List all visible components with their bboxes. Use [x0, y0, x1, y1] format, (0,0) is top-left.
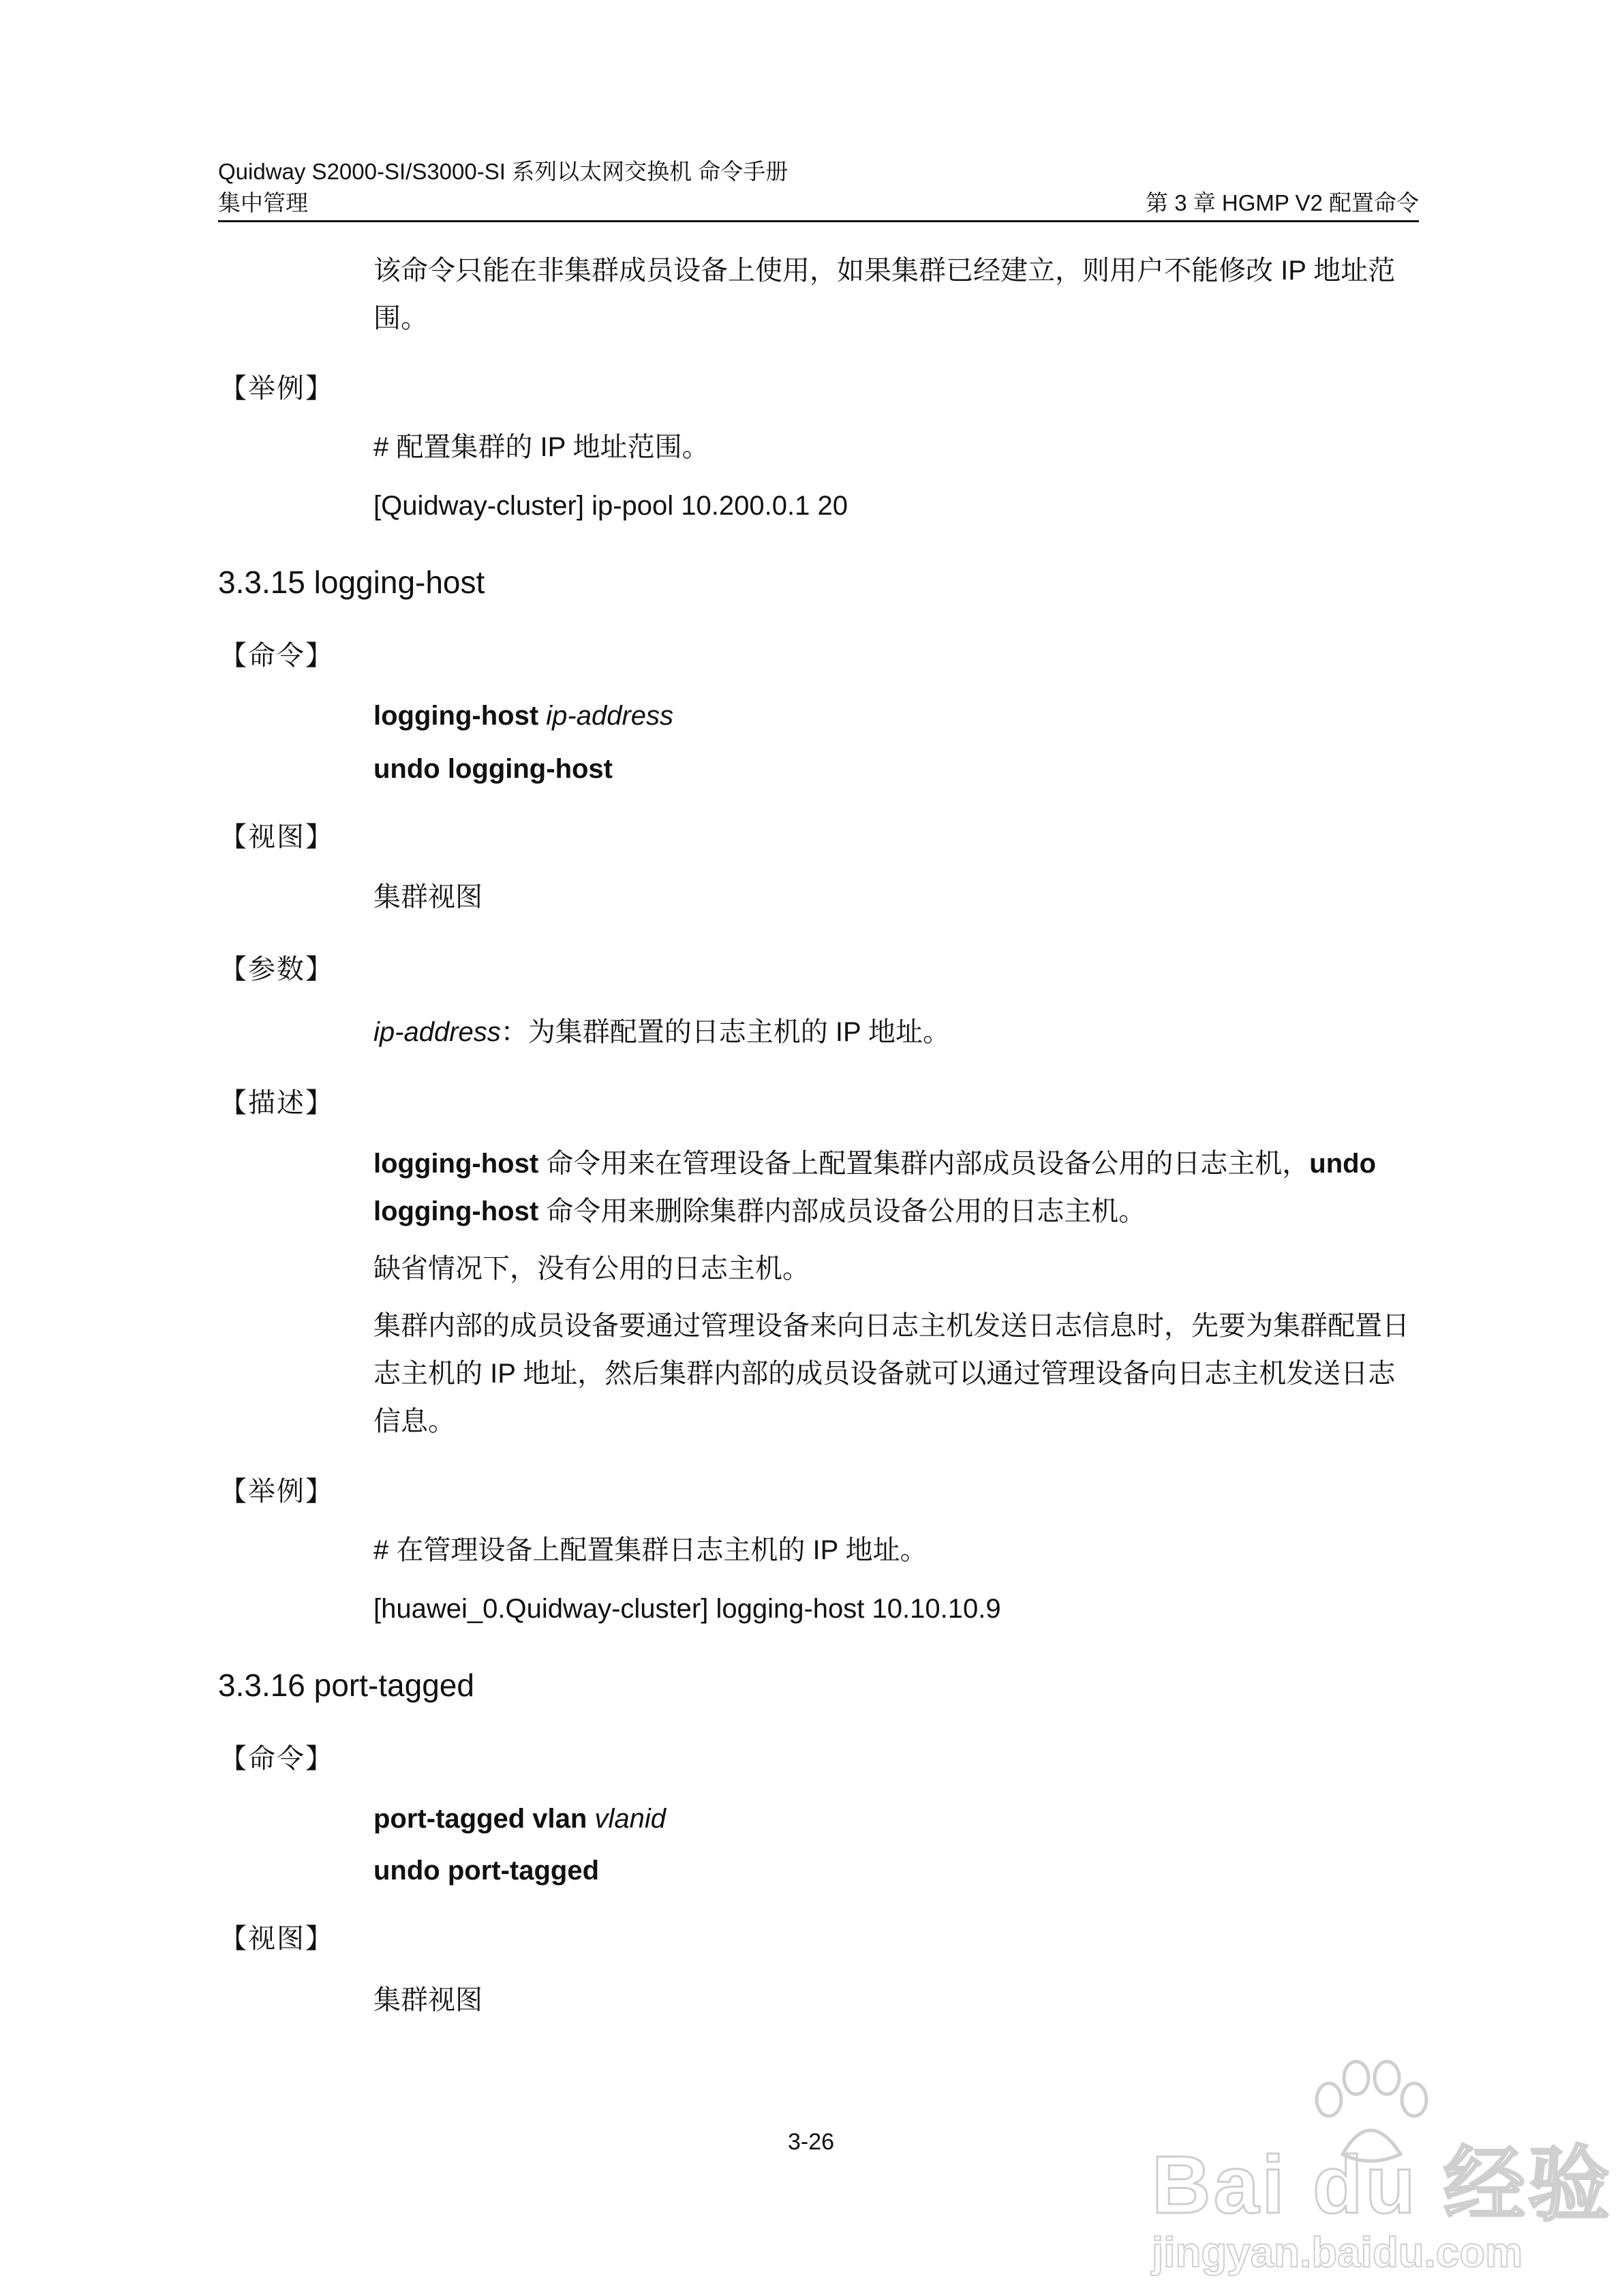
view-tag: 【视图】 — [219, 1924, 334, 1954]
parameter-description: ：为集群配置的日志主机的 IP 地址。 — [500, 1017, 951, 1047]
parameter-tag: 【参数】 — [219, 954, 334, 984]
syntax-undo-command: undo logging-host — [373, 754, 613, 784]
view-value: 集群视图 — [373, 1985, 483, 2015]
syntax-line — [373, 1802, 666, 1835]
description-text-undo: 命令用来删除集群内部成员设备公用的日志主机。 — [538, 1196, 1146, 1226]
header-section-name: 集中管理 — [218, 190, 308, 215]
syntax-command: port-tagged vlan — [373, 1804, 587, 1834]
syntax-command: logging-host — [373, 701, 539, 731]
header-divider — [218, 220, 1419, 222]
example-comment: # 在管理设备上配置集群日志主机的 IP 地址。 — [373, 1535, 928, 1565]
syntax-line — [373, 699, 673, 732]
description-paragraph-1 — [373, 1140, 1419, 1235]
watermark-url: jingyan.baidu.com — [1152, 2229, 1523, 2276]
description-tag: 【描述】 — [219, 1088, 334, 1118]
parameter-name: ip-address — [373, 1017, 501, 1047]
description-paragraph-2: 缺省情况下，没有公用的日志主机。 — [373, 1254, 810, 1284]
header-manual-title: Quidway S2000-SI/S3000-SI 系列以太网交换机 命令手册 — [218, 159, 789, 184]
syntax-argument: ip-address — [546, 701, 674, 731]
description-undo-command: undo logging-host — [373, 1149, 1377, 1226]
example-comment: # 配置集群的 IP 地址范围。 — [373, 432, 709, 462]
example-tag: 【举例】 — [219, 374, 334, 404]
description-text: 命令用来在管理设备上配置集群内部成员设备公用的日志主机， — [538, 1149, 1310, 1179]
description-paragraph-3: 集群内部的成员设备要通过管理设备来向日志主机发送日志信息时，先要为集群配置日志主机的 IP 地址，然后集群内部的成员设备就可以通过管理设备向日志主机发送日志信息。 — [373, 1311, 1409, 1436]
syntax-argument: vlanid — [594, 1804, 666, 1834]
view-value: 集群视图 — [373, 882, 483, 912]
parameter-line — [373, 1016, 950, 1048]
example-command: [Quidway-cluster] ip-pool 10.200.0.1 20 — [373, 491, 848, 521]
watermark-brand: Bai du 经验 — [1152, 2139, 1613, 2231]
view-tag: 【视图】 — [219, 822, 334, 852]
example-tag: 【举例】 — [219, 1477, 334, 1507]
section-title-logging-host: 3.3.15 logging-host — [218, 564, 485, 600]
example-command: [huawei_0.Quidway-cluster] logging-host 10.10.10.9 — [373, 1594, 1001, 1624]
intro-paragraph: 该命令只能在非集群成员设备上使用，如果集群已经建立，则用户不能修改 IP 地址范围。 — [373, 256, 1396, 333]
page-number: 3-26 — [787, 2129, 835, 2155]
command-tag: 【命令】 — [219, 1744, 334, 1774]
command-tag: 【命令】 — [219, 641, 334, 671]
description-command: logging-host — [373, 1149, 539, 1179]
syntax-undo-command: undo port-tagged — [373, 1856, 600, 1886]
section-title-port-tagged: 3.3.16 port-tagged — [218, 1667, 474, 1703]
baidu-watermark — [1152, 2059, 1613, 2277]
header-chapter-title: 第 3 章 HGMP V2 配置命令 — [1146, 190, 1419, 215]
